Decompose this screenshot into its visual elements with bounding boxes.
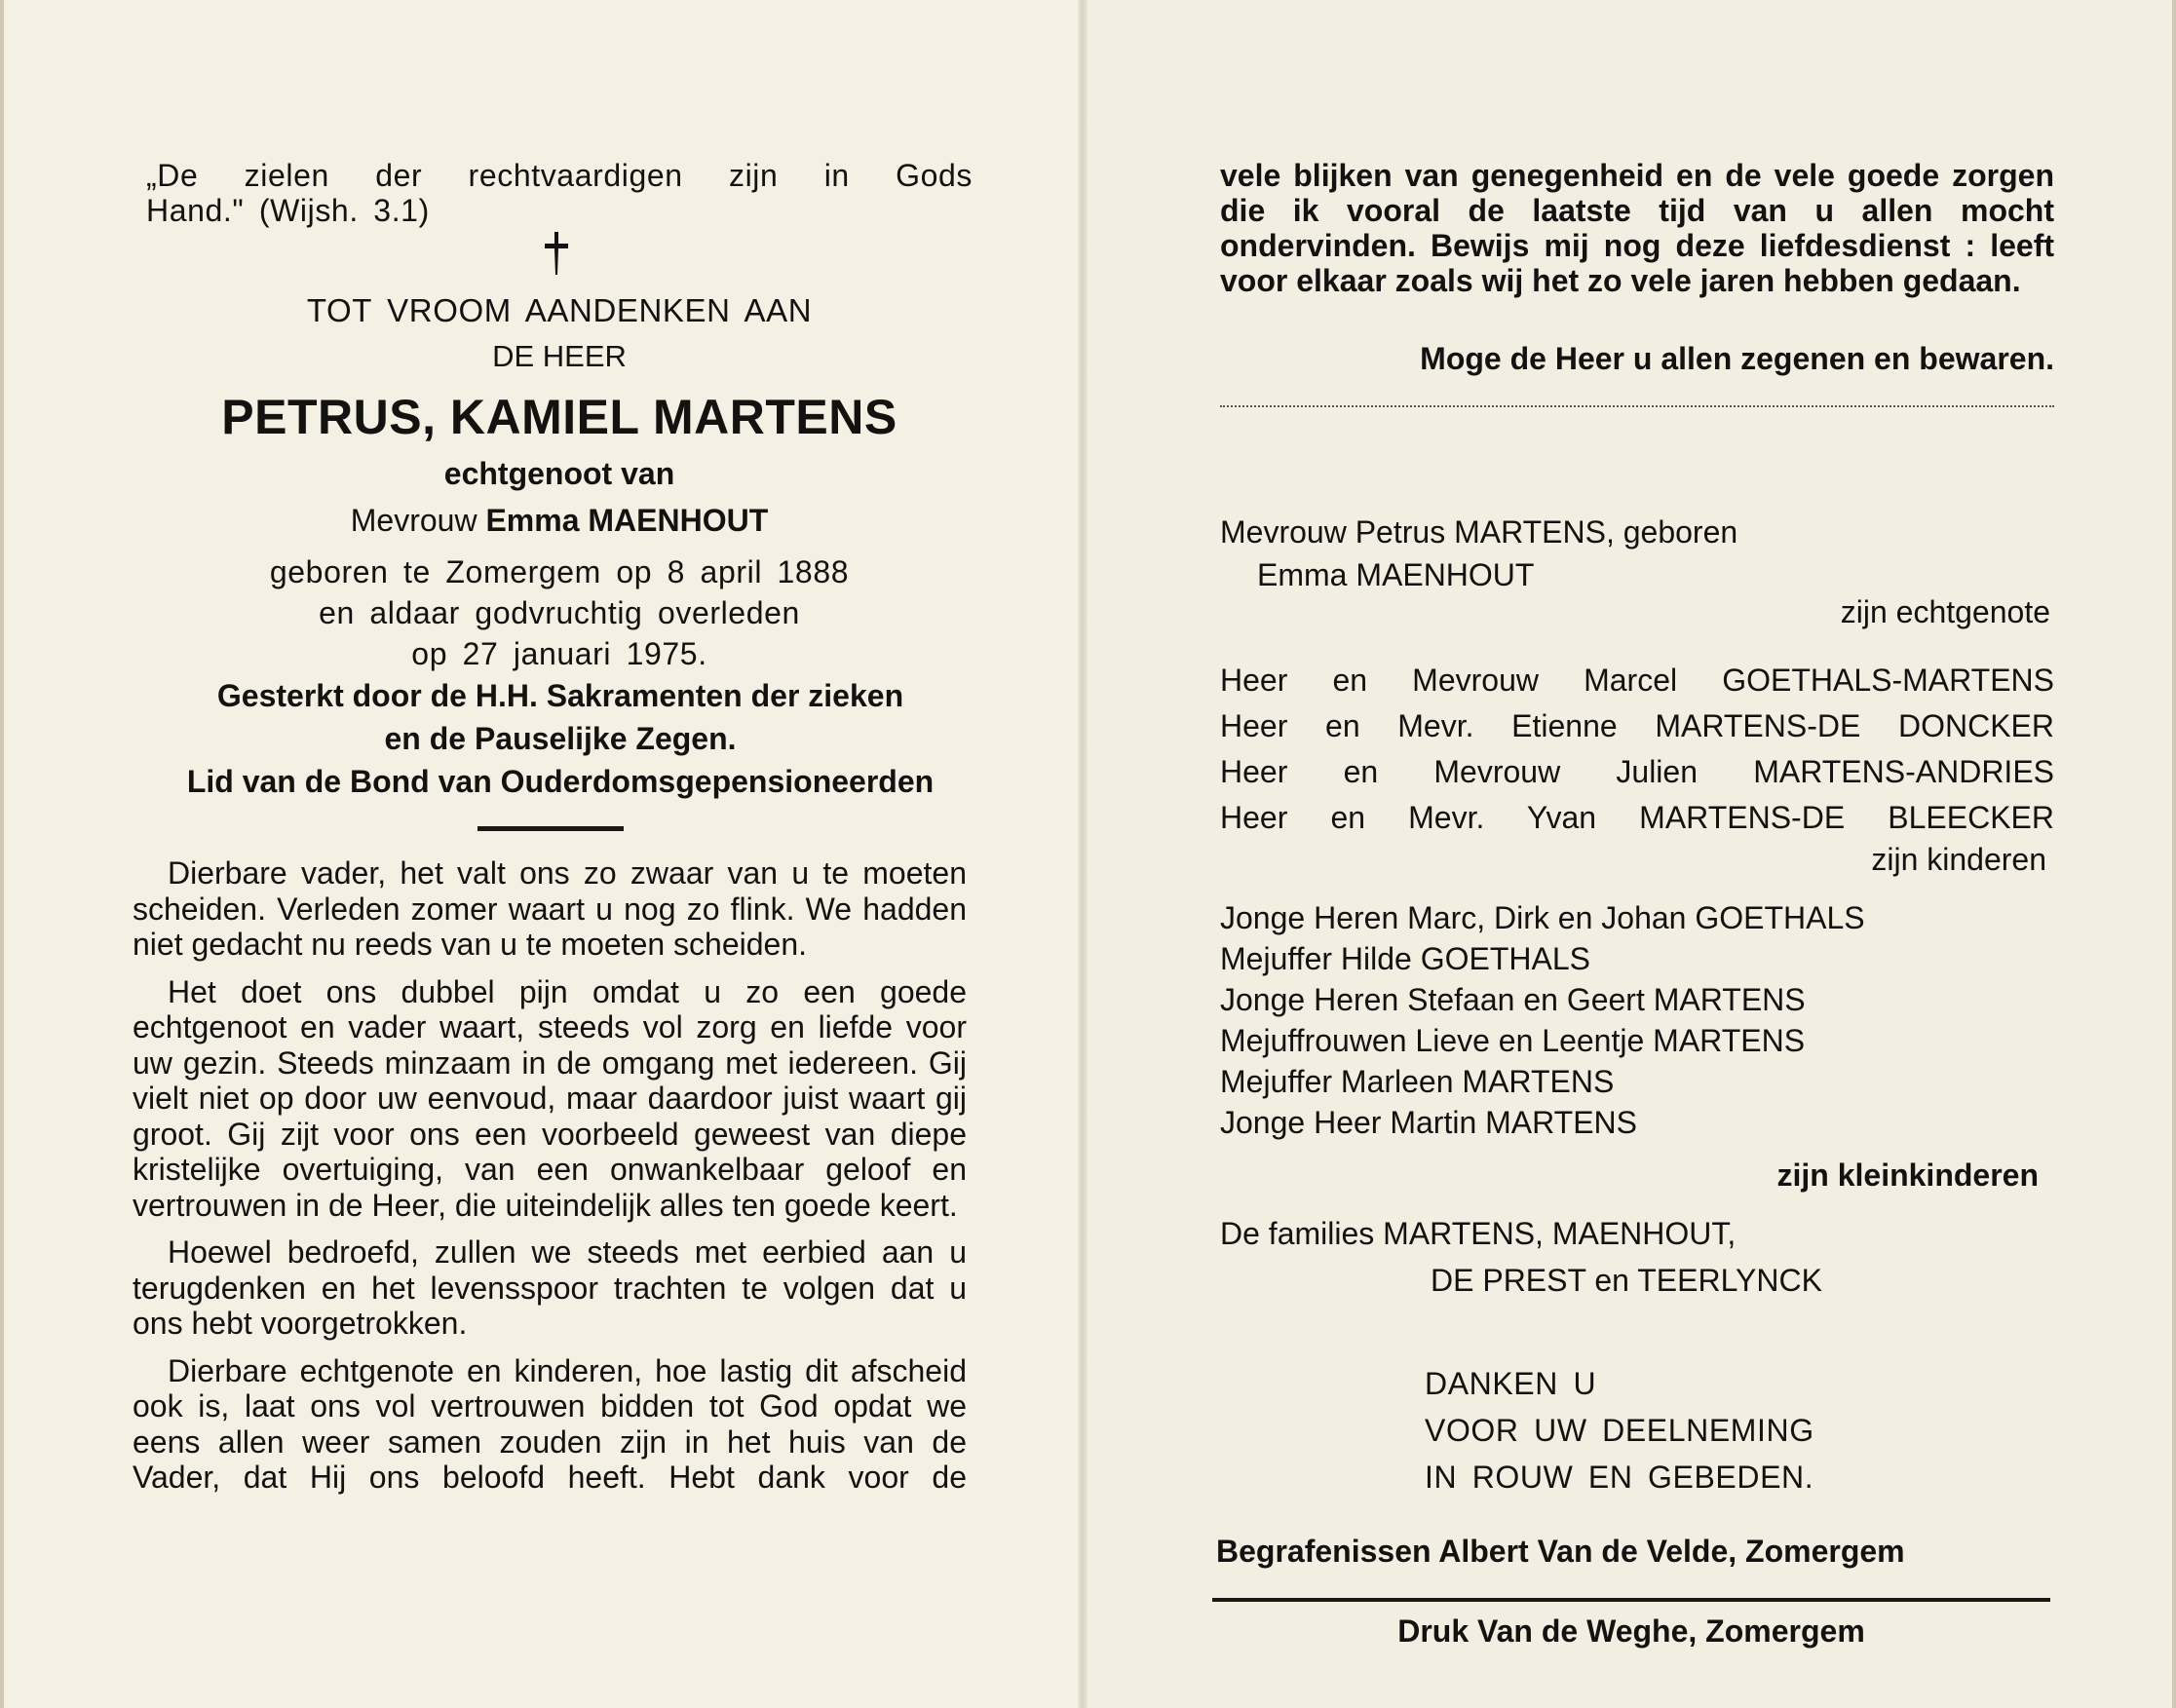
- farewell-continuation: vele blijken van genegenheid en de vele goede zorgen die ik vooral de laatste tijd van u allen mocht ondervinden. Bewijs mij nog deze liefdesdienst : leeft voor elkaar zoals wij het zo vele jaren hebben gedaan.: [1220, 158, 2054, 298]
- families-line-2: DE PREST en TEERLYNCK: [1431, 1263, 1822, 1298]
- families-line-1: De families MARTENS, MAENHOUT,: [1220, 1216, 1737, 1251]
- grandchild-line: Mejuffrouwen Lieve en Leentje MARTENS: [1220, 1023, 1806, 1058]
- paragraph: Dierbare vader, het valt ons zo zwaar van u te moeten scheiden. Verleden zomer waart u nog zo flink. We hadden niet gedacht nu reeds van u te moeten scheiden.: [133, 855, 967, 962]
- widow-text: Mevrouw Petrus MARTENS, geboren: [1220, 514, 1738, 550]
- sacraments-line-1: Gesterkt door de H.H. Sakramenten der zieken: [216, 678, 904, 713]
- quote-line-2: Hand." (Wijsh. 3.1): [146, 193, 430, 228]
- deceased-name: PETRUS, KAMIEL MARTENS: [221, 390, 897, 444]
- thanks-text: [1425, 1360, 2048, 1500]
- card-edge-right: [2172, 0, 2176, 1708]
- death-line-2: op 27 januari 1975.: [411, 636, 707, 671]
- child-line: Heer en Mevrouw Marcel GOETHALS-MARTENS: [1220, 663, 2054, 698]
- grandchild-line: Jonge Heren Marc, Dirk en Johan GOETHALS: [1220, 900, 1865, 935]
- child-line: Heer en Mevrouw Julien MARTENS-ANDRIES: [1220, 754, 2054, 789]
- paragraph: Hoewel bedroefd, zullen we steeds met eerbied aan u terugdenken en het levensspoor trachten te volgen dat u ons hebt voorgetrokken.: [133, 1234, 967, 1341]
- grandchildren-role: zijn kleinkinderen: [1776, 1158, 2039, 1193]
- widow-line-1: [1220, 514, 1853, 550]
- center-fold: [1078, 0, 1088, 1708]
- grandchild-line: Mejuffer Hilde GOETHALS: [1220, 941, 1590, 976]
- quote-line-1: „De zielen der rechtvaardigen zijn in Gods: [146, 158, 973, 193]
- spouse-line: [146, 503, 973, 538]
- farewell-text: [133, 855, 967, 1507]
- thanks-line: IN ROUW EN GEBEDEN.: [1425, 1460, 1814, 1495]
- child-line: Heer en Mevr. Etienne MARTENS-DE DONCKER: [1220, 708, 2054, 743]
- thanks-line: DANKEN U: [1425, 1366, 1597, 1401]
- thanks-line: VOOR UW DEELNEMING: [1425, 1413, 1814, 1448]
- paragraph: Het doet ons dubbel pijn omdat u zo een goede echtgenoot en vader waart, steeds vol zorg en liefde voor uw gezin. Steeds minzaam in de omgang met iedereen. Gij vielt niet op door uw eenvoud, maar daardoor juist waart gij groot. Gij zijt voor ons een voorbeeld geweest van diepe kristelijke overtuiging, van een onwankelbaar geloof en vertrouwen in de Heer, die uiteindelijk alles ten goede keert.: [133, 973, 967, 1223]
- sacraments-text: [127, 674, 994, 760]
- title-de-heer: DE HEER: [492, 339, 627, 373]
- grandchild-line: Mejuffer Marleen MARTENS: [1220, 1064, 1615, 1099]
- spouse-prefix: Mevrouw: [350, 503, 477, 538]
- children-role: zijn kinderen: [1871, 842, 2046, 877]
- card-edge-left: [0, 0, 4, 1708]
- grandchildren-list: [1220, 900, 2054, 1140]
- dotted-divider: [1220, 405, 2054, 407]
- undertaker-credit: Begrafenissen Albert Van de Velde, Zomergem: [1216, 1534, 1905, 1569]
- footer-rule: [1212, 1598, 2050, 1602]
- printer-credit: Druk Van de Weghe, Zomergem: [1397, 1613, 1865, 1649]
- paragraph: Dierbare echtgenote en kinderen, hoe lastig dit afscheid ook is, laat ons vol vertrouwen bidden tot God opdat we eens allen weer samen zouden zijn in het huis van de Vader, dat Hij ons beloofd heeft. Hebt dank voor de: [133, 1352, 967, 1495]
- bible-quote: [146, 158, 973, 228]
- child-line: Heer en Mevr. Yvan MARTENS-DE BLEECKER: [1220, 800, 2054, 835]
- cross-icon: [542, 232, 571, 277]
- memoriam-heading: TOT VROOM AANDENKEN AAN: [306, 292, 813, 328]
- blessing-line: Moge de Heer u allen zegenen en bewaren.: [1420, 341, 2054, 376]
- grandchild-line: Jonge Heren Stefaan en Geert MARTENS: [1220, 982, 1806, 1017]
- spouse-name: Emma MAENHOUT: [485, 503, 769, 538]
- sacraments-line-2: en de Pauselijke Zegen.: [384, 721, 737, 756]
- divider-rule: [477, 826, 624, 831]
- spouse-intro: echtgenoot van: [443, 456, 675, 491]
- grandchild-line: Jonge Heer Martin MARTENS: [1220, 1105, 1637, 1140]
- children-list: [1220, 663, 2054, 835]
- widow-role: zijn echtgenote: [1840, 594, 2050, 629]
- birth-death-info: [146, 551, 973, 674]
- birth-line: geboren te Zomergem op 8 april 1888: [269, 554, 850, 589]
- death-line-1: en aldaar godvruchtig overleden: [319, 595, 800, 630]
- widow-line-2: Emma MAENHOUT: [1257, 557, 1535, 592]
- membership-text: Lid van de Bond van Ouderdomsgepensioneerden: [186, 764, 935, 799]
